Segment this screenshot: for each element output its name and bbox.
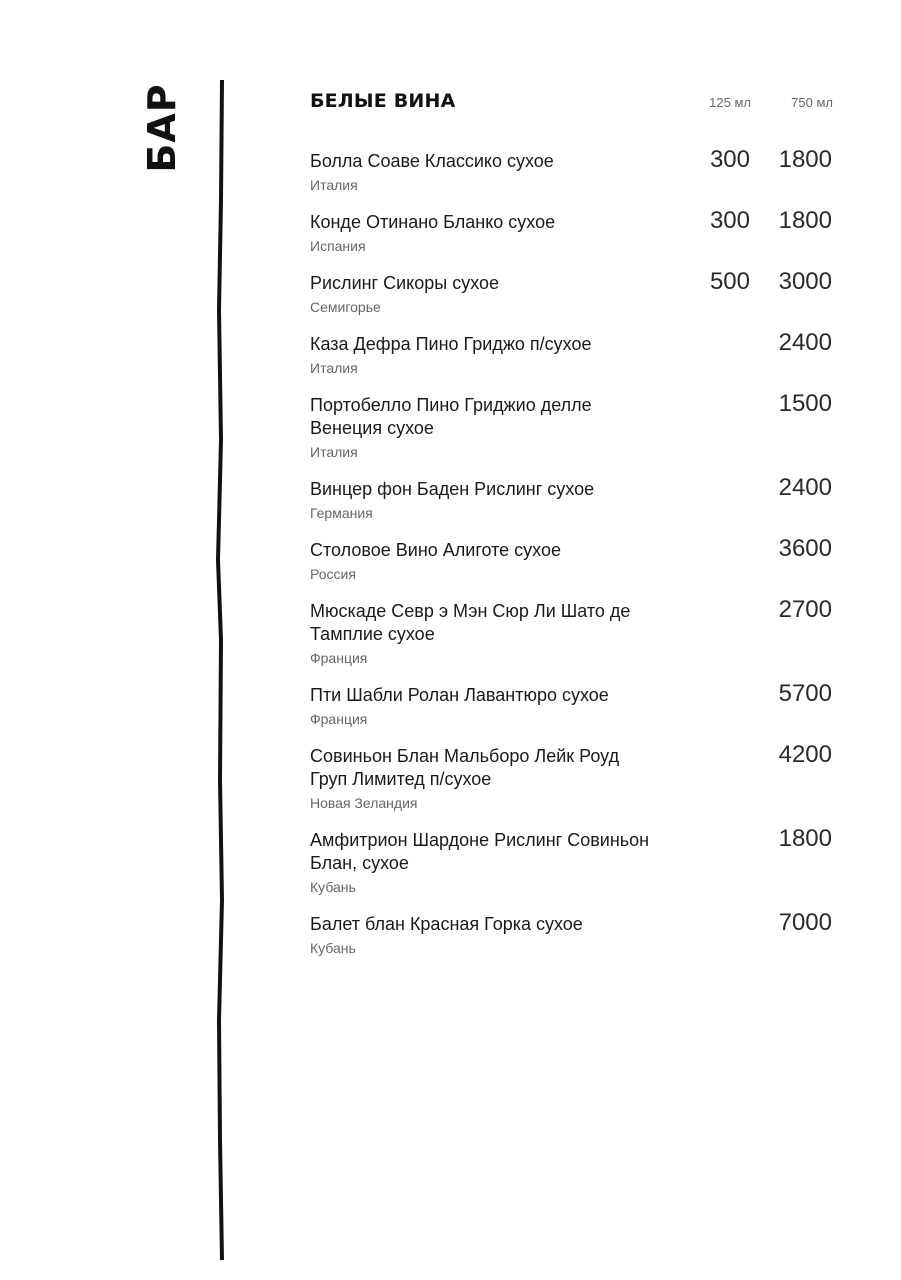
price-750: 1800 [778,825,832,852]
wine-item [310,535,835,583]
price-750: 7000 [778,909,832,936]
wine-name: Столовое Вино Алиготе сухое [310,540,561,560]
wine-name: Конде Отинано Бланко сухое [310,212,556,232]
wine-origin: Новая Зеландия [310,795,418,811]
wine-name: Рислинг Сикоры сухое [310,273,500,293]
price-750: 5700 [778,680,832,707]
wine-origin: Испания [310,238,366,254]
wine-item [310,207,835,255]
vertical-divider [210,80,234,1260]
wine-name: Винцер фон Баден Рислинг сухое [310,479,595,499]
wine-item [310,909,835,957]
wine-name: Портобелло Пино Гриджио делле Венеция сухое [310,395,592,438]
wine-item [310,146,835,194]
wine-origin: Франция [310,650,368,666]
section-title: БЕЛЫЕ ВИНА [310,90,456,112]
wine-item [310,680,835,728]
wine-name: Болла Соаве Классико сухое [310,151,554,171]
wine-origin: Кубань [310,879,356,895]
wine-origin: Франция [310,711,368,727]
price-750: 2400 [778,329,832,356]
wine-item [310,596,835,667]
price-125: 300 [709,146,750,173]
wine-item [310,474,835,522]
wine-origin: Италия [310,444,358,460]
wine-item [310,268,835,316]
wine-name: Каза Дефра Пино Гриджо п/сухое [310,334,592,354]
wine-list [310,146,835,974]
price-750: 2400 [778,474,832,501]
wine-item [310,741,835,812]
price-750: 1500 [778,390,832,417]
price-750: 2700 [778,596,832,623]
wine-name: Мюскаде Севр э Мэн Сюр Ли Шато де Тамплие сухое [310,601,631,644]
wine-name: Амфитрион Шардоне Рислинг Совиньон Блан, сухое [310,830,650,873]
wine-item [310,825,835,896]
wine-origin: Россия [310,566,356,582]
price-125: 500 [709,268,750,295]
price-750: 1800 [778,207,832,234]
column-header-750: 750 мл [791,95,833,110]
side-title-text: БАР [140,83,184,173]
wine-origin: Кубань [310,940,356,956]
wine-item [310,390,835,461]
wine-name: Совиньон Блан Мальборо Лейк Роуд Груп Лимитед п/сухое [310,746,620,789]
price-750: 1800 [778,146,832,173]
price-750: 4200 [778,741,832,768]
price-750: 3600 [778,535,832,562]
side-title [140,83,184,173]
wine-name: Пти Шабли Ролан Лавантюро сухое [310,685,609,705]
column-header-125: 125 мл [709,95,751,110]
wine-origin: Германия [310,505,373,521]
wine-origin: Италия [310,360,358,376]
wine-origin: Италия [310,177,358,193]
wine-name: Балет блан Красная Горка сухое [310,914,583,934]
wine-item [310,329,835,377]
price-125: 300 [709,207,750,234]
price-750: 3000 [778,268,832,295]
wine-origin: Семигорье [310,299,381,315]
